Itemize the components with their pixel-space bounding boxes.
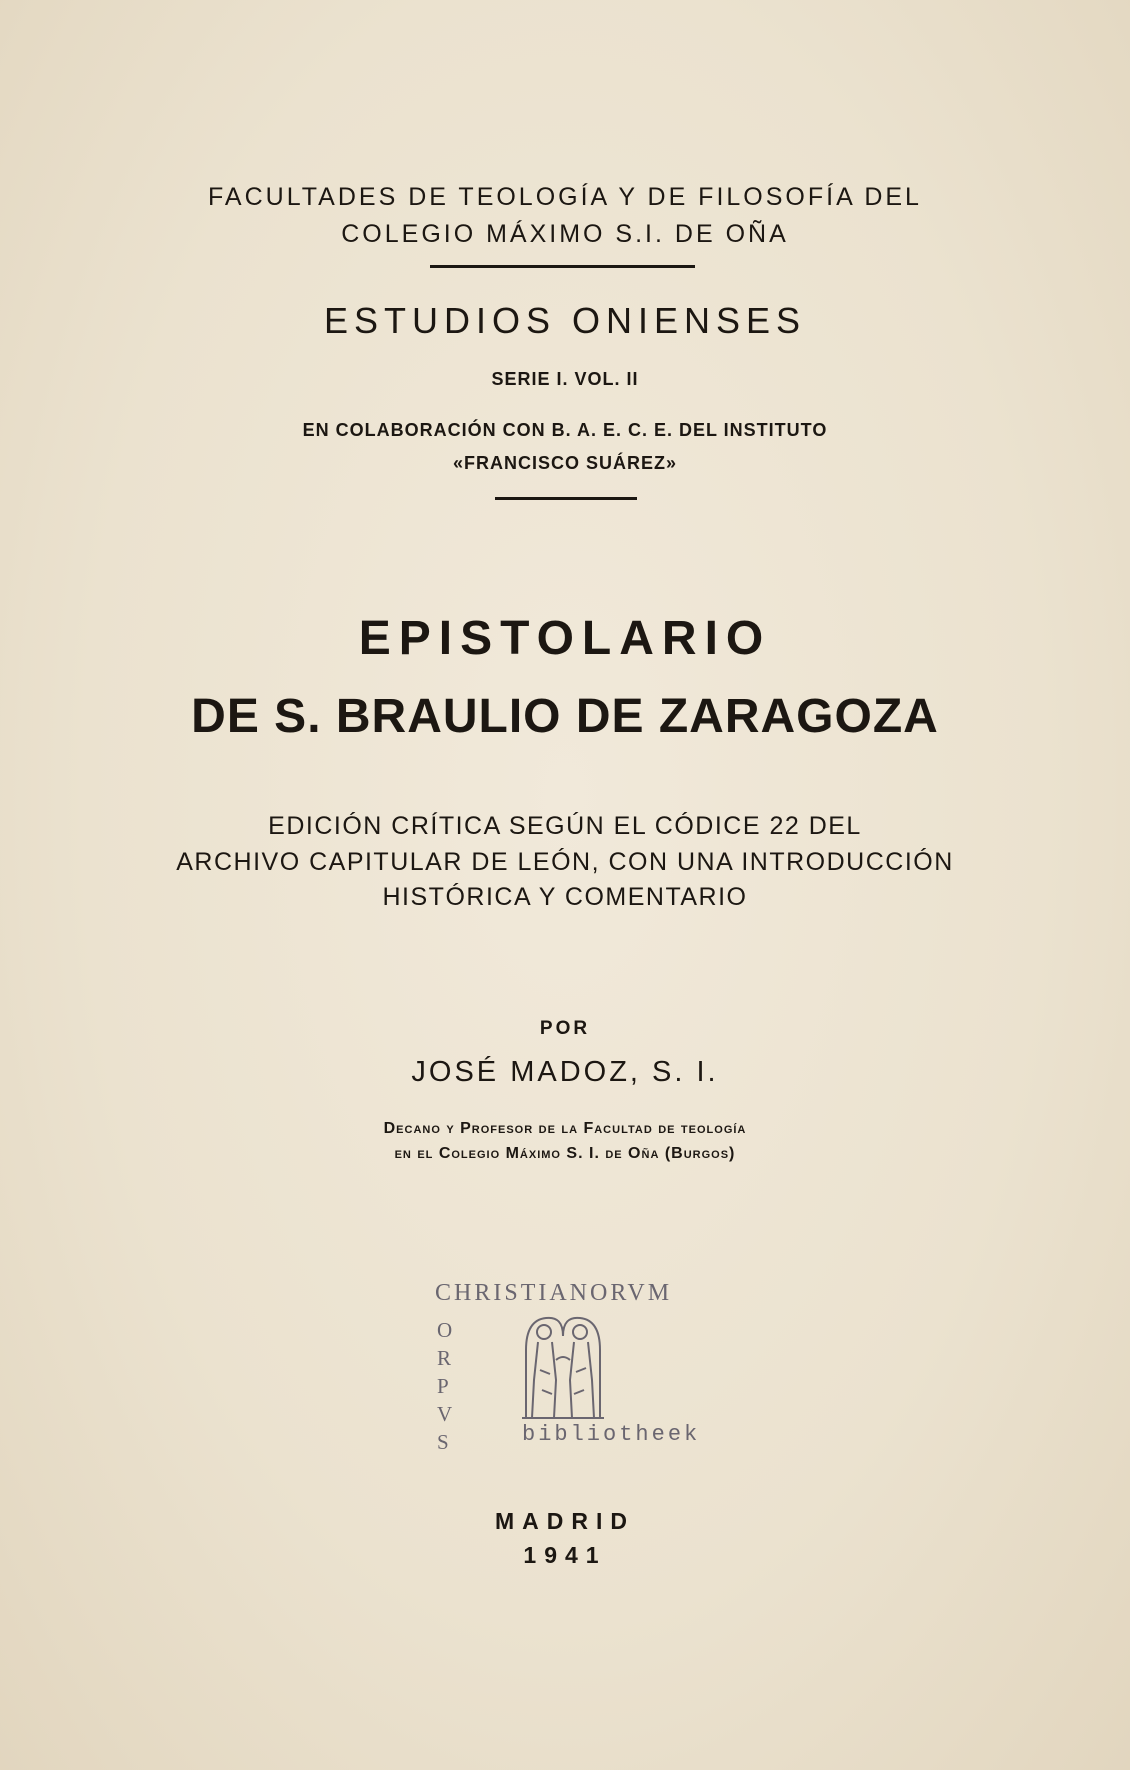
collaboration-line-1: EN COLABORACIÓN CON B. A. E. C. E. DEL INSTITUTO (302, 420, 828, 440)
stamp-vertical-letter: O (437, 1318, 453, 1342)
stamp-vertical-letter: R (437, 1346, 452, 1370)
subtitle-line-1: EDICIÓN CRÍTICA SEGÚN EL CÓDICE 22 DEL (268, 812, 862, 840)
divider-rule-bottom (495, 497, 637, 500)
main-title-line-2: DE S. BRAULIO DE ZARAGOZA (191, 690, 939, 743)
author-affiliation-line-2: en el Colegio Máximo S. I. de Oña (Burgos) (394, 1145, 736, 1162)
institution-line-2: COLEGIO MÁXIMO S.I. DE OÑA (341, 220, 789, 248)
subtitle-line-2: ARCHIVO CAPITULAR DE LEÓN, CON UNA INTRODUCCIÓN (176, 848, 954, 876)
imprint-city: MADRID (495, 1508, 635, 1534)
series-title: ESTUDIOS ONIENSES (323, 300, 807, 341)
imprint-year: 1941 (523, 1542, 607, 1568)
stamp-figures-icon (518, 1310, 608, 1422)
library-stamp (430, 1280, 730, 1460)
stamp-bottom-text: bibliotheek (522, 1422, 701, 1447)
by-label: POR (539, 1018, 591, 1039)
stamp-vertical-letter: P (437, 1374, 449, 1398)
author-affiliation-line-1: Decano y Profesor de la Facultad de teología (383, 1120, 747, 1137)
stamp-vertical-letter: V (437, 1402, 453, 1426)
series-volume: SERIE I. VOL. II (491, 369, 639, 389)
author-name: JOSÉ MADOZ, S. I. (411, 1056, 719, 1088)
divider-rule-top (430, 265, 695, 268)
stamp-vertical-text (437, 1316, 452, 1456)
institution-line-1: FACULTADES DE TEOLOGÍA Y DE FILOSOFÍA DEL (208, 183, 922, 211)
stamp-vertical-letter: S (437, 1430, 449, 1454)
subtitle-line-3: HISTÓRICA Y COMENTARIO (382, 883, 748, 911)
stamp-top-text: CHRISTIANORVM (435, 1280, 673, 1306)
main-title-line-1: EPISTOLARIO (358, 612, 772, 665)
collaboration-line-2: «FRANCISCO SUÁREZ» (452, 453, 678, 473)
